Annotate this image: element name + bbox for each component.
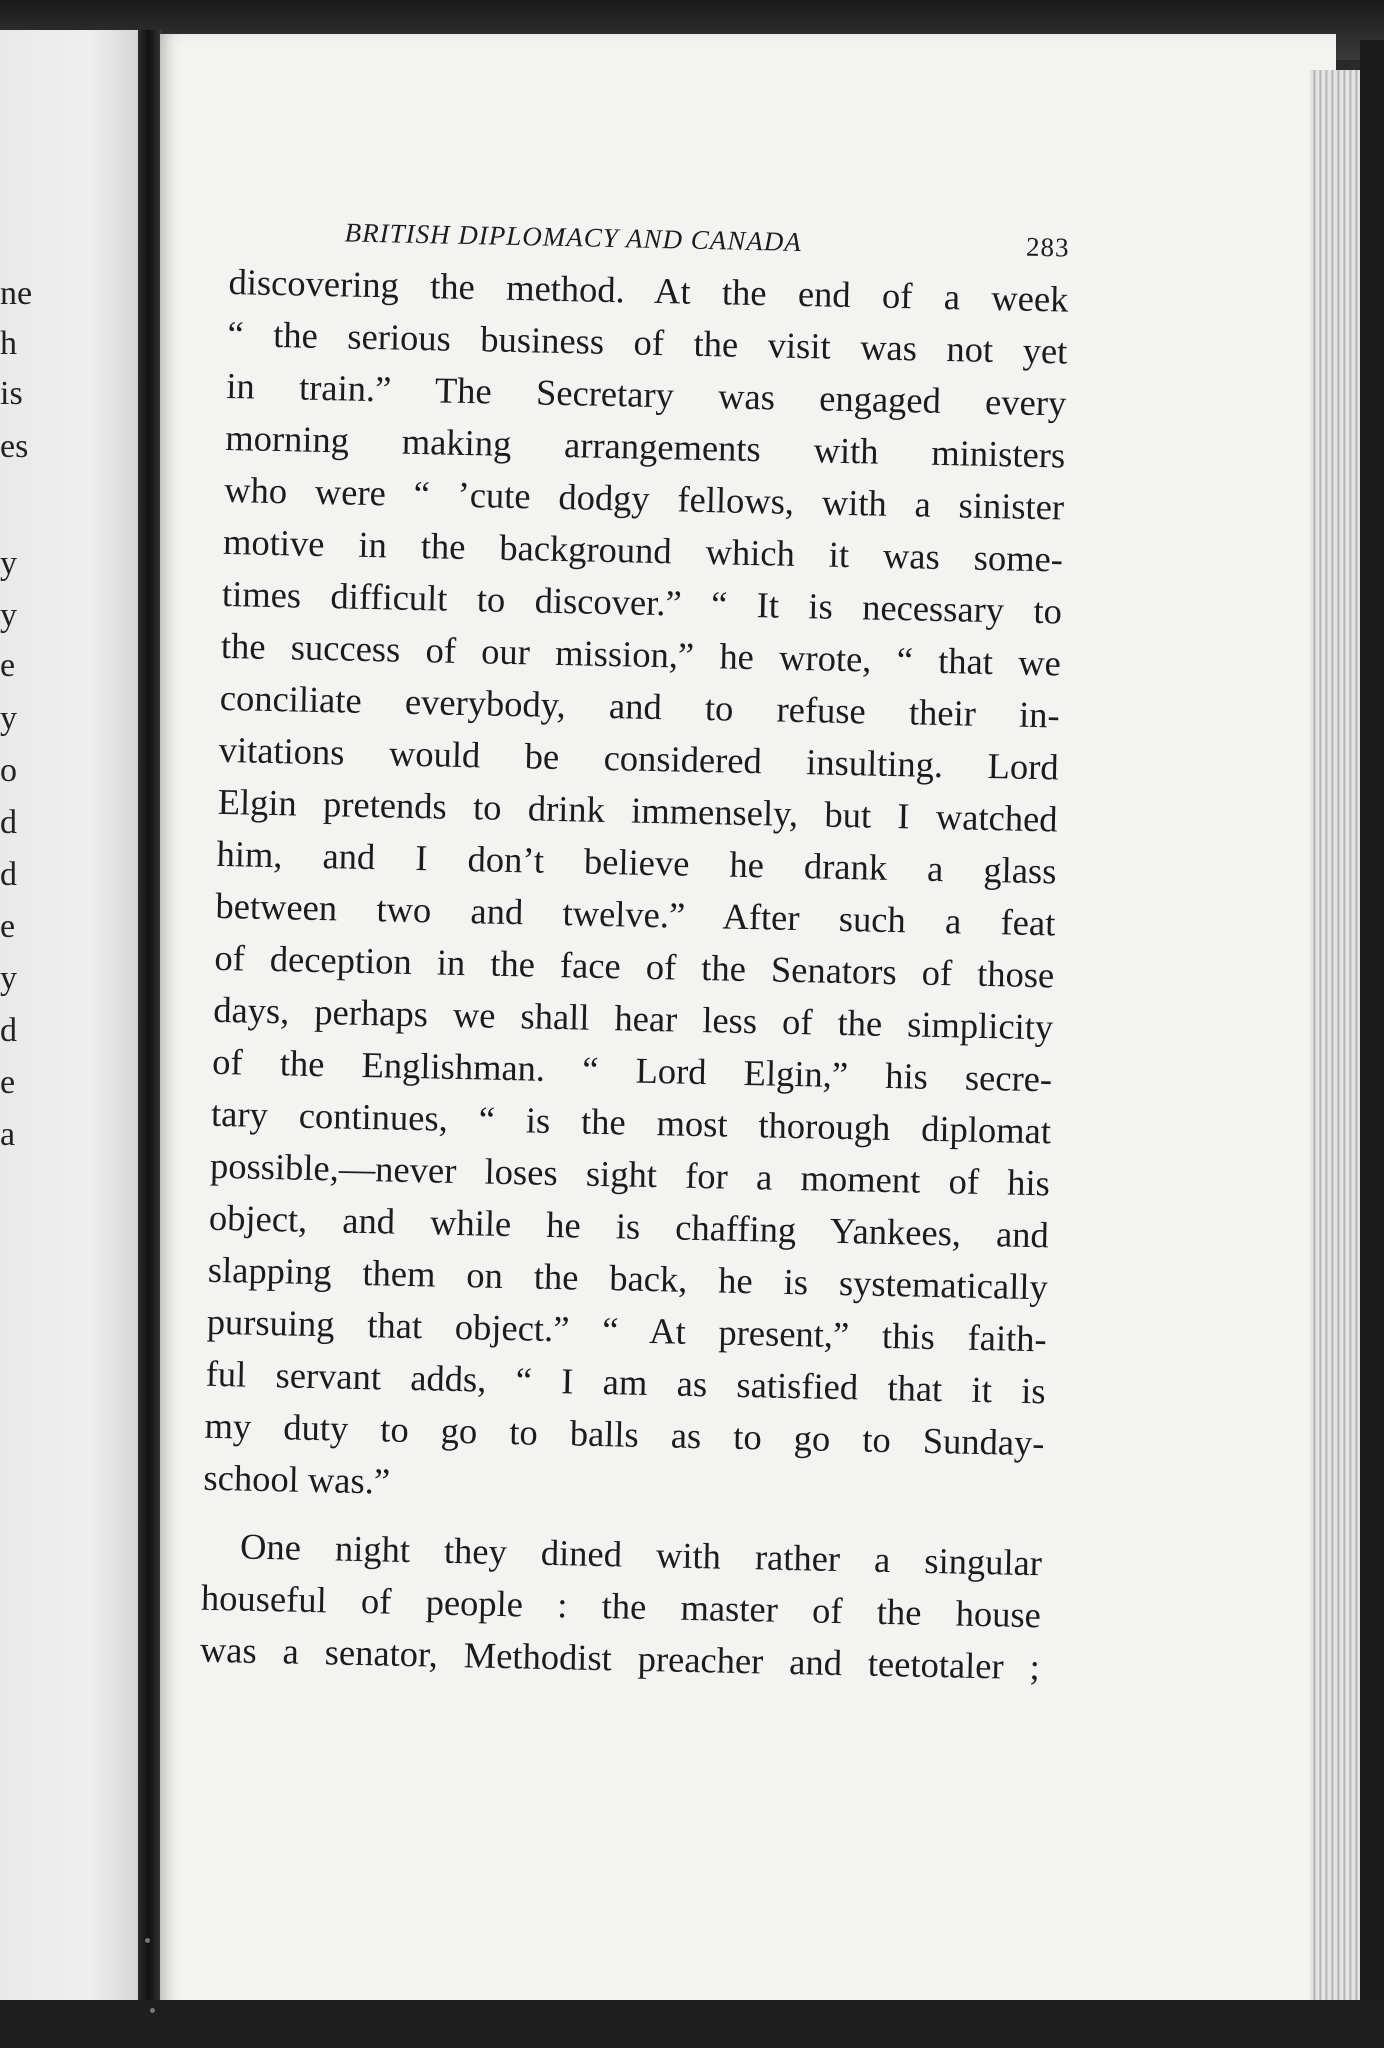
scan-bottom-edge: [0, 2000, 1384, 2048]
facing-page-fragment: a: [0, 1116, 16, 1153]
text-line: “ the serious business of the visit was not yet: [227, 312, 1068, 372]
scan-right-edge: [1360, 40, 1384, 2040]
facing-page-fragment: es: [0, 428, 29, 465]
facing-page-fragment: e: [0, 1064, 16, 1101]
text-line: of deception in the face of the Senators of those: [214, 936, 1055, 996]
facing-page-fragment: ne: [0, 275, 33, 312]
text-line: conciliate everybody, and to refuse their in-: [219, 676, 1061, 736]
facing-page-fragment: y: [0, 545, 17, 582]
text-line: vitations would be considered insulting. Lord: [218, 728, 1060, 788]
facing-page-fragment: e: [0, 647, 16, 684]
text-line: in train.” The Secretary was engaged every: [226, 364, 1067, 424]
scan-speck: [145, 1938, 150, 1943]
text-line: school was.”: [203, 1456, 391, 1502]
facing-page-fragment: d: [0, 804, 17, 841]
text-line: motive in the background which it was some-: [222, 520, 1064, 580]
text-line: possible,—never loses sight for a moment of his: [209, 1144, 1051, 1204]
facing-page-fragment: d: [0, 1012, 17, 1049]
text-line: One night they dined with rather a singular: [239, 1525, 1043, 1584]
text-line: houseful of people : the master of the house: [200, 1576, 1042, 1636]
text-line: morning making arrangements with ministers: [224, 416, 1066, 476]
text-line: object, and while he is chaffing Yankees, and: [208, 1196, 1050, 1256]
facing-page-fragment: h: [0, 325, 17, 362]
paragraph-2: [199, 1520, 1042, 1694]
text-line: pursuing that object.” “ At present,” this faith-: [206, 1300, 1048, 1360]
text-line: of the Englishman. “ Lord Elgin,” his secre-: [211, 1040, 1053, 1100]
facing-page-fragment: is: [0, 375, 23, 412]
facing-page-fragment: y: [0, 960, 17, 997]
text-line: discovering the method. At the end of a week: [228, 260, 1069, 320]
facing-page-fragment: y: [0, 597, 17, 634]
book-gutter: [138, 30, 162, 2020]
text-line: tary continues, “ is the most thorough diplomat: [210, 1092, 1052, 1152]
running-head-title: BRITISH DIPLOMACY AND CANADA: [344, 217, 803, 257]
page-text: [199, 215, 1069, 1693]
facing-page: [0, 30, 148, 2020]
text-line: Elgin pretends to drink immensely, but I watched: [217, 780, 1058, 840]
facing-page-fragment: e: [0, 908, 16, 945]
text-line: times difficult to discover.” “ It is necessary to: [221, 572, 1063, 632]
text-line: my duty to go to balls as to go to Sunday-: [204, 1404, 1045, 1464]
facing-page-fragment: y: [0, 700, 17, 737]
text-line: who were “ ’cute dodgy fellows, with a sinister: [223, 468, 1065, 528]
page-number: 283: [1025, 231, 1070, 263]
text-line: days, perhaps we shall hear less of the simplicity: [212, 988, 1054, 1048]
text-line: the success of our mission,” he wrote, “ that we: [220, 624, 1062, 684]
text-line: was a senator, Methodist preacher and teetotaler ;: [199, 1628, 1041, 1688]
paragraph-1: [203, 256, 1069, 1521]
text-line: ful servant adds, “ I am as satisfied that it is: [205, 1352, 1046, 1412]
text-line: him, and I don’t believe he drank a glass: [216, 832, 1057, 892]
text-line: slapping them on the back, he is systematically: [207, 1248, 1049, 1308]
facing-page-fragment: d: [0, 856, 17, 893]
text-line: between two and twelve.” After such a feat: [215, 884, 1056, 944]
facing-page-fragment: o: [0, 752, 17, 789]
page-stack-edge: [1310, 70, 1366, 2020]
scan-speck: [150, 2008, 155, 2013]
